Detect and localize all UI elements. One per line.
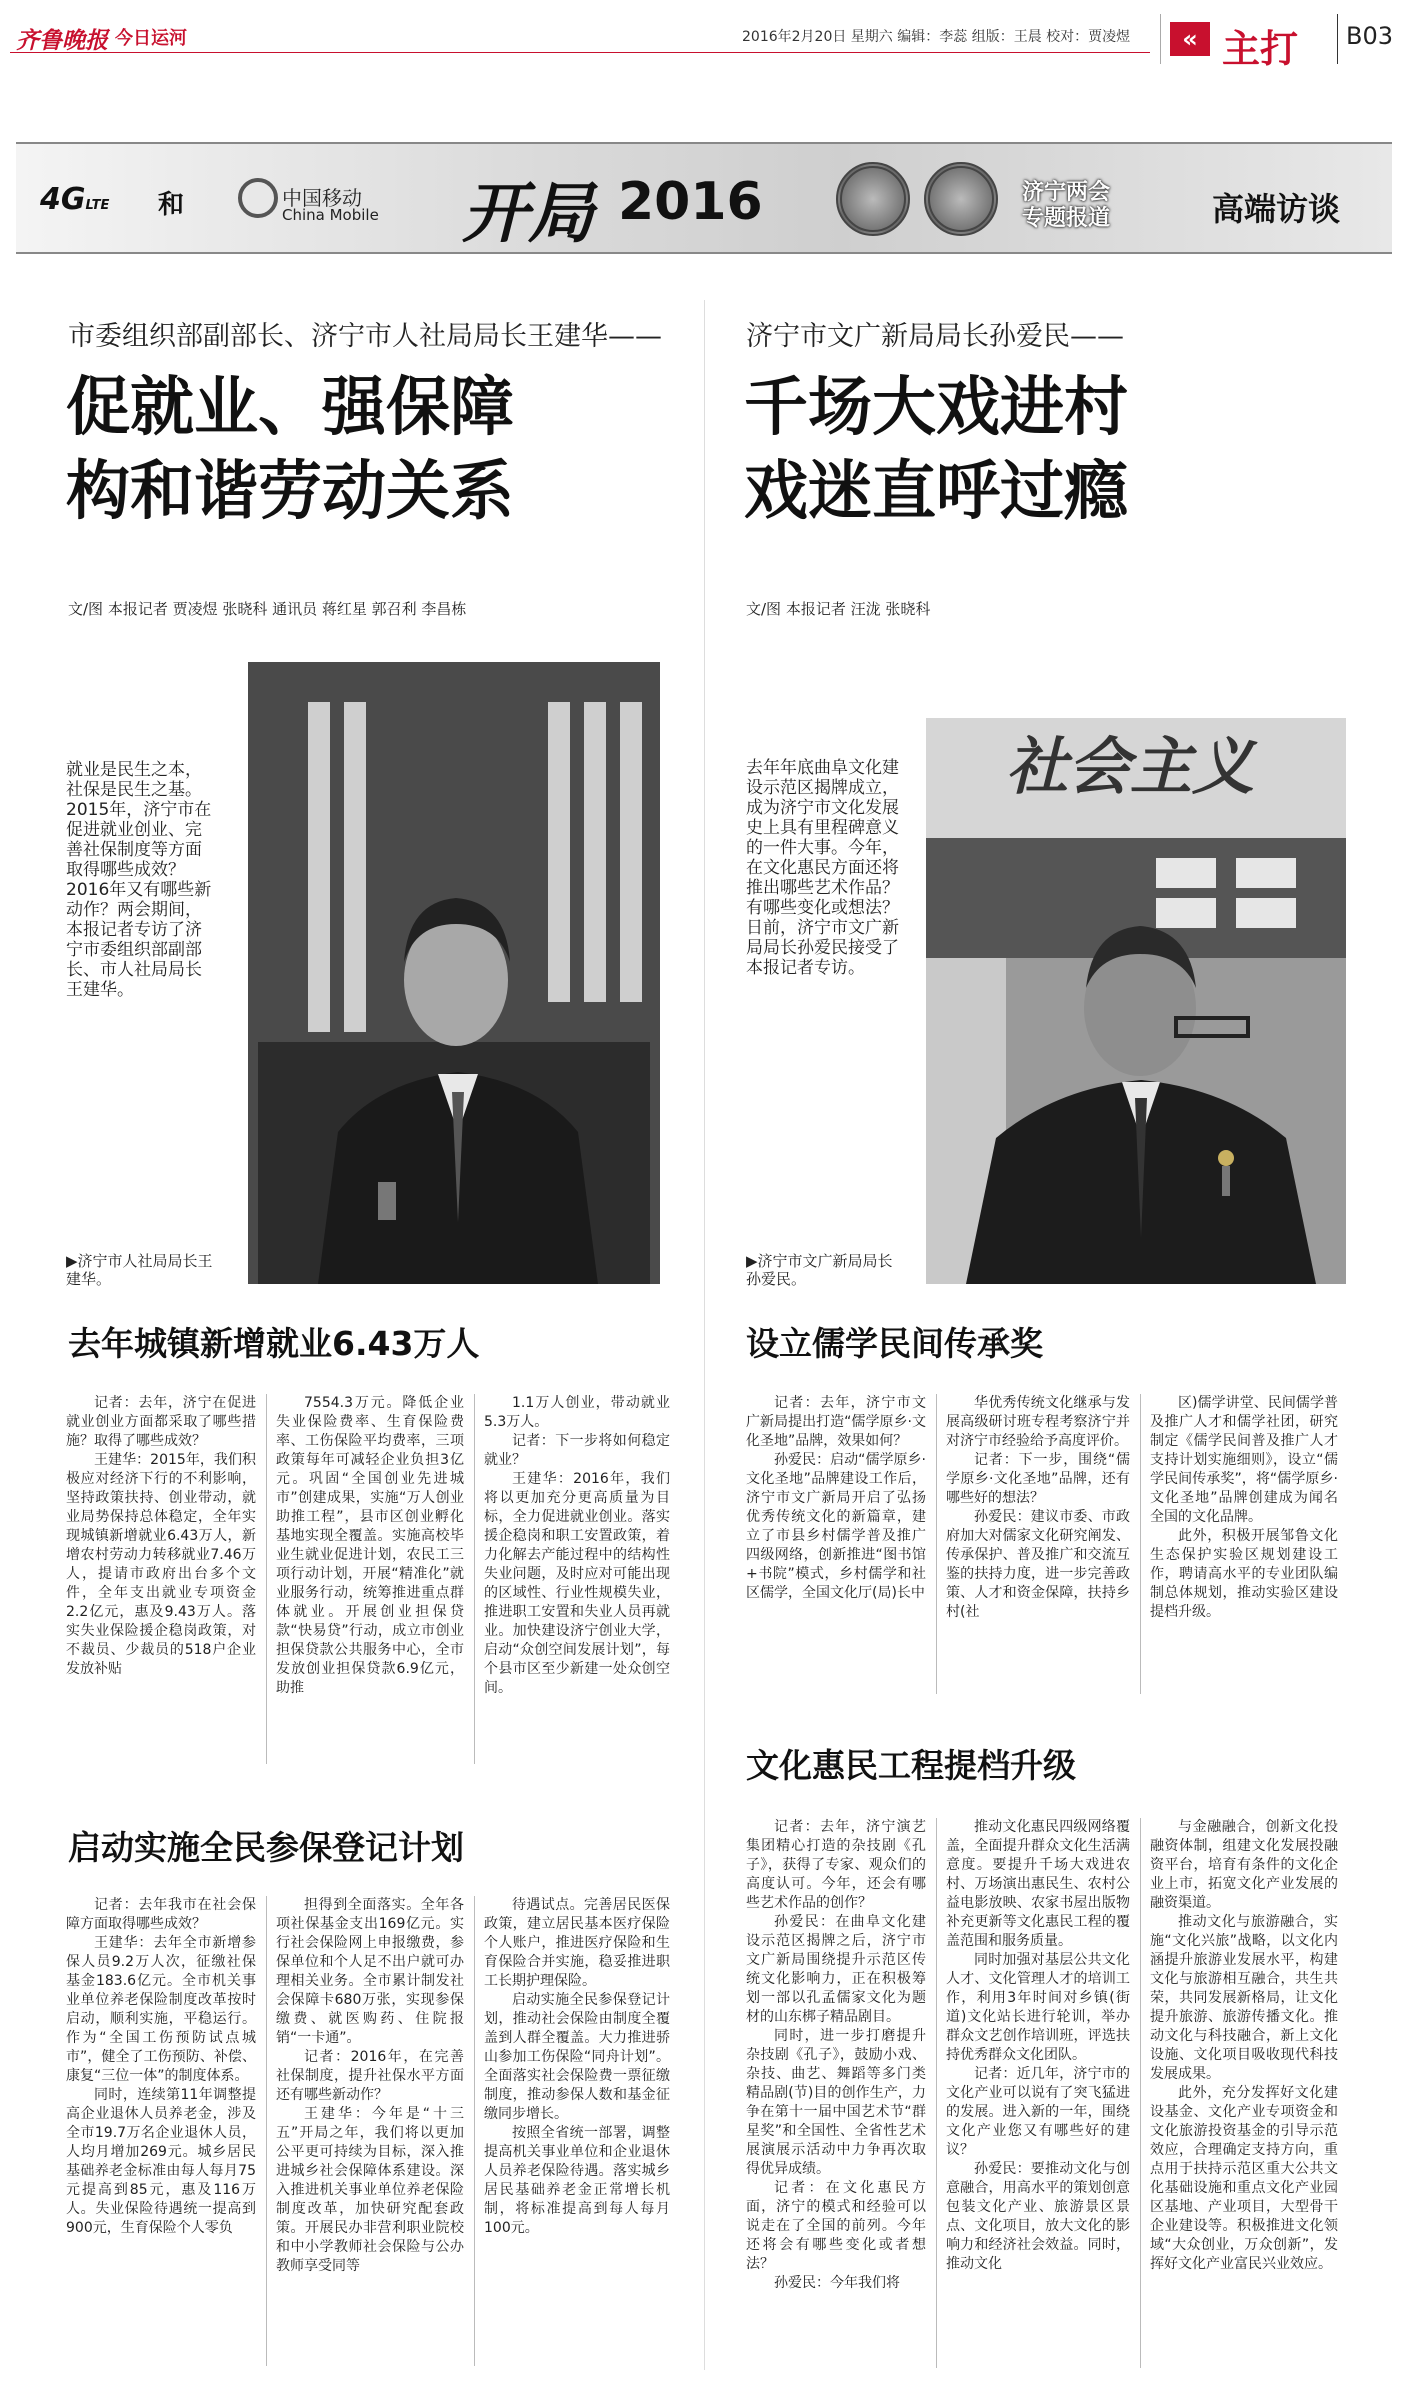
- double-chevron-icon: «: [1170, 22, 1210, 56]
- banner-title: 开局: [462, 174, 594, 252]
- column-rule: [266, 1896, 267, 2366]
- right-s2-col1: 记者：去年，济宁演艺集团精心打造的杂技剧《孔子》，获得了专家、观众们的高度认可。今年，还会有哪些艺术作品的创作？ 孙爱民：在曲阜文化建设示范区揭牌之后，济宁市文广新局围绕提升示范区传统文化影响力，正在积极筹划一部以孔孟儒家文化为题材的山东梆子精品剧目。 同时，进一步打磨提升杂技剧《孔子》，鼓励小戏、杂技、曲艺、舞蹈等多门类精品剧(节)目的创作生产，力争在第十一届中国艺术节“群星奖”和全国性、全省性艺术展演展示活动中力争再次取得优异成绩。 记者：在文化惠民方面，济宁的模式和经验可以说走在了全国的前列。今年还将会有哪些变化或者想法？ 孙爱民：今年我们将: [746, 1819, 926, 2291]
- left-s2-col1: 记者：去年我市在社会保障方面取得哪些成效？ 王建华：去年全市新增参保人员9.2万人次，征缴社保基金183.6亿元。全市机关事业单位养老保险制度改革按时启动，顺利实施，平稳运行。作为“全国工伤预防试点城市”，健全了工伤预防、补偿、康复“三位一体”的制度体系。 同时，连续第11年调整提高企业退休人员养老金，涉及全市19.7万名企业退休人员，人均月增加269元。城乡居民基础养老金标准由每人每月75元提高到85元，惠及116万人。失业保险待遇统一提高到900元，生育保险个人零负: [66, 1897, 256, 2236]
- left-s2-col2: 担得到全面落实。全年各项社保基金支出169亿元。实行社会保险网上申报缴费，参保单位和个人足不出户就可办理相关业务。全市累计制发社会保障卡680万张，实现参保缴费、就医购药、住院报销“一卡通”。 记者：2016年，在完善社保制度，提升社保水平方面还有哪些新动作？ 王建华：今年是“十三五”开局之年，我们将以更加公平更可持续为目标，深入推进城乡社会保障体系建设。深入推进机关事业单位养老保险制度改革，加快研究配套政策。开展民办非营利职业院校和中小学教师社会保险与公办教师享受同等: [276, 1897, 464, 2274]
- column-rule: [474, 1896, 475, 2366]
- right-lead: 去年年底曲阜文化建设示范区揭牌成立，成为济宁市文化发展史上具有里程碑意义的一件大事。今年，在文化惠民方面还将推出哪些艺术作品？有哪些变化或想法？日前，济宁市文广新局局长孙爱民接受了本报记者专访。: [746, 758, 899, 978]
- column-rule: [1140, 1394, 1141, 1694]
- 4g-logo: 4GLTE: [40, 182, 110, 217]
- right-section2-title: 文化惠民工程提档升级: [746, 1746, 1076, 1785]
- left-lead: 就业是民生之本，社保是民生之基。2015年，济宁市在促进就业创业、完善社保制度等方面取得哪些成效？2016年又有哪些新动作？两会期间，本报记者专访了济宁市委组织部副部长、市人社局局长王建华。: [66, 760, 212, 1000]
- page-divider: [704, 300, 705, 2370]
- photo-sign-text: 社会主义: [1006, 730, 1255, 803]
- he-brand-logo: 和: [158, 190, 185, 220]
- right-kicker: 济宁市文广新局局长孙爱民——: [746, 321, 1124, 352]
- left-kicker: 市委组织部副部长、济宁市人社局局长王建华——: [68, 321, 662, 352]
- banner-year: 2016: [618, 172, 763, 232]
- right-headline: 千场大戏进村 戏迷直呼过瘾: [744, 371, 1128, 529]
- left-headline: 促就业、强保障 构和谐劳动关系: [66, 371, 514, 529]
- right-s1-col3: 区)儒学讲堂、民间儒学普及推广人才和儒学社团，研究制定《儒学民间普及推广人才支持计划实施细则》，设立“儒学民间传承奖”，将“儒学原乡·文化圣地”品牌创建成为闻名全国的文化品牌。 此外，积极开展邹鲁文化生态保护实验区规划建设工作，聘请高水平的专业团队编制总体规划，推动实验区建设提档升级。: [1150, 1395, 1338, 1620]
- left-s2-col3: 待遇试点。完善居民医保政策，建立居民基本医疗保险个人账户，推进医疗保险和生育保险合并实施，稳妥推进职工长期护理保险。 启动实施全民参保登记计划，推动社会保险由制度全覆盖到人群全覆盖。大力推进骄山参加工伤保险“同舟计划”。全面落实社会保险费一票征缴制度，推动参保人数和基金征缴同步增长。 按照全省统一部署，调整提高机关事业单位和企业退休人员养老保险待遇。落实城乡居民基础养老金正常增长机制，将标准提高到每人每月100元。: [484, 1897, 670, 2236]
- interview-tag: 高端访谈: [1212, 190, 1341, 228]
- left-section1-title: 去年城镇新增就业6.43万人: [68, 1324, 480, 1363]
- carrier-name-en: China Mobile: [282, 206, 379, 224]
- column-rule: [474, 1394, 475, 1764]
- right-s2-col3: 与金融融合，创新文化投融资体制，组建文化发展投融资平台，培育有条件的文化企业上市，拓宽文化产业发展的融资渠道。 推动文化与旅游融合，实施“文化兴旅”战略，以文化内涵提升旅游业发展水平，构建文化与旅游相互融合，共生共荣，共同发展新格局，让文化提升旅游、旅游传播文化。推动文化与科技融合，新上文化设施、文化项目吸收现代科技发展成果。 此外，充分发挥好文化建设基金、文化产业专项资金和文化旅游投资基金的引导示范效应，合理确定支持方向，重点用于扶持示范区重大公共文化基础设施和重点文化产业园区基地、产业项目，大型骨干企业建设等。积极推进文化领域“大众创业，万众创新”，发挥好文化产业富民兴业效应。: [1150, 1819, 1338, 2272]
- date-line: 2016年2月20日 星期六 编辑：李蕊 组版：王晨 校对：贾凌煜: [742, 29, 1131, 45]
- china-mobile-icon: [238, 178, 278, 218]
- column-rule: [1140, 1818, 1141, 2368]
- right-byline: 文/图 本报记者 汪泷 张晓科: [746, 600, 931, 618]
- right-photo-caption: ▶济宁市文广新局局长孙爱民。: [746, 1252, 893, 1288]
- header-divider: [1337, 14, 1338, 64]
- national-emblem-icon: [836, 162, 910, 236]
- series-label: 济宁两会 专题报道: [1022, 180, 1111, 231]
- left-s1-col2: 7554.3万元。降低企业失业保险费率、生育保险费率、工伤保险平均费率，三项政策每年可减轻企业负担3亿元。巩固“全国创业先进城市”创建成果，实施“万人创业助推工程”，县市区创业孵化基地实现全覆盖。实施高校毕业生就业促进计划，农民工三项行动计划，开展“精准化”就业服务行动，统筹推进重点群体就业。开展创业担保贷款“快易贷”行动，成立市创业担保贷款公共服务中心，全市发放创业担保贷款6.9亿元，助推: [276, 1395, 464, 1696]
- column-name: 今日运河: [115, 28, 187, 49]
- right-s2-col2: 推动文化惠民四级网络覆盖，全面提升群众文化生活满意度。要提升千场大戏进农村、万场演出惠民生、农村公益电影放映、农家书屋出版物补充更新等文化惠民工程的覆盖范围和服务质量。 同时加强对基层公共文化人才、文化管理人才的培训工作，利用3年时间对乡镇(街道)文化站长进行轮训，举办群众文艺创作培训班，评选扶持优秀群众文化团队。 记者：近几年，济宁市的文化产业可以说有了突飞猛进的发展。进入新的一年，围绕文化产业您又有哪些好的建议？ 孙爱民：要推动文化与创意融合，用高水平的策划创意包装文化产业、旅游景区景点、文化项目，放大文化的影响力和经济社会效益。同时，推动文化: [946, 1819, 1130, 2272]
- section-name: 主打: [1222, 27, 1299, 71]
- column-rule: [936, 1818, 937, 2368]
- column-rule: [936, 1394, 937, 1694]
- right-section1-title: 设立儒学民间传承奖: [746, 1324, 1043, 1363]
- carrier-name: 中国移动: [282, 186, 362, 210]
- header-rule: [10, 52, 1150, 53]
- left-portrait-photo: [248, 662, 660, 1284]
- right-s1-col1: 记者：去年，济宁市文广新局提出打造“儒学原乡·文化圣地”品牌，效果如何？ 孙爱民：启动“儒学原乡·文化圣地”品牌建设工作后，济宁市文广新局开启了弘扬优秀传统文化的新篇章，建立了市县乡村儒学普及推广四级网络，创新推进“图书馆+书院”模式，乡村儒学和社区儒学，全国文化厅(局)长中: [746, 1395, 926, 1601]
- cppcc-emblem-icon: [924, 162, 998, 236]
- right-portrait-photo: [926, 718, 1346, 1284]
- newspaper-logo: 齐鲁晚报: [16, 27, 108, 54]
- right-s1-col2: 华优秀传统文化继承与发展高级研讨班专程考察济宁并对济宁市经验给予高度评价。 记者：下一步，围绕“儒学原乡·文化圣地”品牌，还有哪些好的想法？ 孙爱民：建议市委、市政府加大对儒家文化研究阐发、传承保护、普及推广和交流互鉴的扶持力度，进一步完善政策、人才和资金保障，扶持乡村(社: [946, 1395, 1130, 1620]
- left-s1-col1: 记者：去年，济宁在促进就业创业方面都采取了哪些措施？取得了哪些成效？ 王建华：2015年，我们积极应对经济下行的不利影响，坚持政策扶持、创业带动，就业局势保持总体稳定，全年实现城镇新增就业6.43万人，新增农村劳动力转移就业7.46万人，提请市政府出台多个文件，全年支出就业专项资金2.2亿元，惠及9.43万人。落实失业保险援企稳岗政策，对不裁员、少裁员的518户企业发放补贴: [66, 1395, 256, 1677]
- left-photo-caption: ▶济宁市人社局局长王建华。: [66, 1252, 213, 1288]
- page-number: B03: [1346, 22, 1394, 50]
- header-divider: [1160, 14, 1161, 64]
- column-rule: [266, 1394, 267, 1764]
- left-section2-title: 启动实施全民参保登记计划: [68, 1828, 464, 1867]
- left-s1-col3: 1.1万人创业，带动就业5.3万人。 记者：下一步将如何稳定就业？ 王建华：2016年，我们将以更加充分更高质量为目标，全力促进就业创业。落实援企稳岗和职工安置政策，着力化解去产能过程中的结构性失业问题，及时应对可能出现的区域性、行业性规模失业，推进职工安置和失业人员再就业。加快建设济宁创业大学，启动“众创空间发展计划”，每个县市区至少新建一处众创空间。: [484, 1395, 670, 1696]
- left-byline: 文/图 本报记者 贾凌煜 张晓科 通讯员 蒋红星 郭召利 李昌栋: [68, 600, 467, 618]
